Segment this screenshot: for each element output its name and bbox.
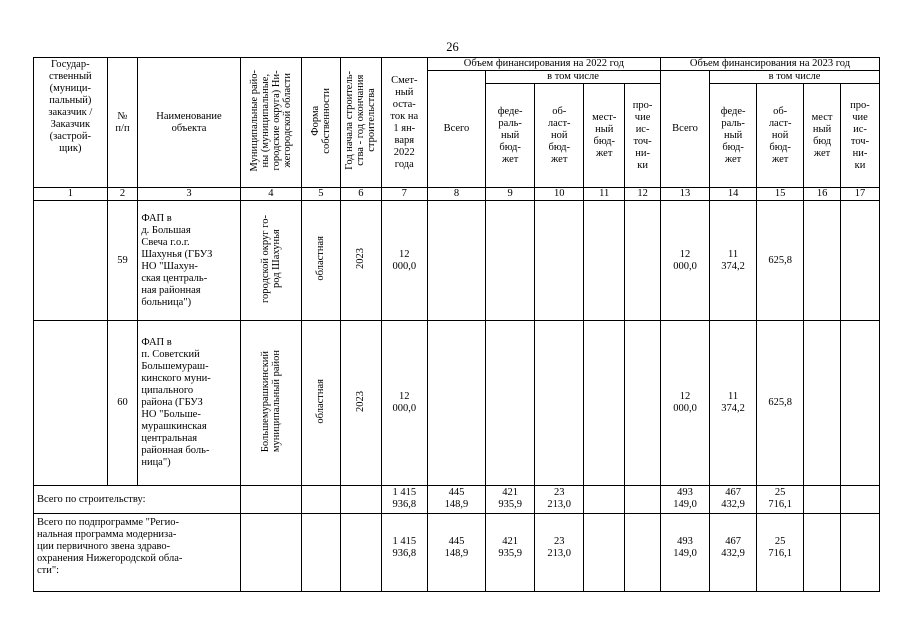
header-estimate: Смет- ный оста- ток на 1 ян- варя 2022 года — [381, 58, 427, 188]
other-2023-cell — [840, 321, 879, 486]
column-number: 13 — [660, 188, 709, 201]
total-label: Всего по строительству: — [34, 486, 241, 514]
regional-2023-cell: 625,8 — [757, 321, 804, 486]
column-number: 4 — [240, 188, 301, 201]
federal-2023-cell: 11 374,2 — [710, 201, 757, 321]
regional-2022-cell — [535, 321, 584, 486]
ownership-cell: областная — [302, 201, 341, 321]
total-row — [34, 514, 880, 592]
estimate-cell: 12 000,0 — [381, 321, 427, 486]
empty-cell — [302, 514, 341, 592]
header-object-name: Наименование объекта — [138, 58, 240, 188]
page-number: 26 — [446, 40, 459, 54]
empty-cell — [302, 486, 341, 514]
estimate-cell: 12 000,0 — [381, 201, 427, 321]
header-regional-2022: об- ласт- ной бюд- жет — [535, 84, 584, 188]
municipality-cell: городской округ го- род Шахунья — [240, 201, 301, 321]
total-2022-cell: 445 148,9 — [427, 486, 485, 514]
column-number: 16 — [804, 188, 841, 201]
years-cell: 2023 — [340, 321, 381, 486]
column-number: 5 — [302, 188, 341, 201]
total-2023-cell: 493 149,0 — [660, 514, 709, 592]
years-cell: 2023 — [340, 201, 381, 321]
ownership-cell: областная — [302, 321, 341, 486]
header-including-2022: в том числе — [486, 71, 661, 84]
total-2022-cell — [427, 321, 485, 486]
header-years: Год начала строитель- ства - год окончания строительства — [340, 58, 381, 188]
header-including-2023: в том числе — [710, 71, 880, 84]
row-number: 59 — [107, 201, 138, 321]
other-2023-cell — [840, 201, 879, 321]
regional-2022-cell: 23 213,0 — [535, 514, 584, 592]
total-2023-cell: 493 149,0 — [660, 486, 709, 514]
header-municipality: Муниципальные райо- ны (муниципальные, городские округа) Ни- жегородской области — [240, 58, 301, 188]
federal-2023-cell: 467 432,9 — [710, 514, 757, 592]
empty-cell — [340, 486, 381, 514]
subprogram-total-label: Всего по подпрограмме "Регио- нальная программа модерниза- ции первичного звена здраво- охранения Нижегородской обла- сти": — [34, 514, 241, 592]
row-number: 60 — [107, 321, 138, 486]
header-other-2023: про- чие ис- точ- ни- ки — [840, 84, 879, 188]
header-customer: Государ- ственный (муници- пальный) заказчик / Заказчик (застрой- щик) — [34, 58, 108, 188]
header-ownership: Форма собственности — [302, 58, 341, 188]
header-federal-2023: феде- раль- ный бюд- жет — [710, 84, 757, 188]
regional-2022-cell: 23 213,0 — [535, 486, 584, 514]
other-2022-cell — [625, 321, 661, 486]
object-name: ФАП в п. Советский Большемураш- кинского муни- ципального района (ГБУЗ НО "Больше- мурашкинская центральная районная боль- ница") — [138, 321, 240, 486]
column-number-row — [34, 188, 880, 201]
regional-2023-cell: 25 716,1 — [757, 486, 804, 514]
total-2022-cell: 445 148,9 — [427, 514, 485, 592]
column-number: 6 — [340, 188, 381, 201]
empty-cell — [240, 514, 301, 592]
federal-2022-cell — [486, 201, 535, 321]
local-2022-cell — [584, 486, 625, 514]
local-2023-cell — [804, 201, 841, 321]
total-row — [34, 486, 880, 514]
federal-2022-cell — [486, 321, 535, 486]
column-number: 11 — [584, 188, 625, 201]
header-number: № п/п — [107, 58, 138, 188]
table-row — [34, 201, 880, 321]
regional-2023-cell: 25 716,1 — [757, 514, 804, 592]
local-2022-cell — [584, 514, 625, 592]
federal-2022-cell: 421 935,9 — [486, 514, 535, 592]
column-number: 17 — [840, 188, 879, 201]
column-number: 12 — [625, 188, 661, 201]
regional-2022-cell — [535, 201, 584, 321]
header-total-2023: Всего — [660, 71, 709, 188]
header-federal-2022: феде- раль- ный бюд- жет — [486, 84, 535, 188]
local-2022-cell — [584, 321, 625, 486]
total-2023-cell: 12 000,0 — [660, 321, 709, 486]
total-2023-cell: 12 000,0 — [660, 201, 709, 321]
header-fin-2022: Объем финансирования на 2022 год — [427, 58, 660, 71]
header-total-2022: Всего — [427, 71, 485, 188]
object-name: ФАП в д. Большая Свеча г.о.г. Шахунья (ГБУЗ НО "Шахун- ская централь- ная районная больница") — [138, 201, 240, 321]
column-number: 15 — [757, 188, 804, 201]
federal-2023-cell: 11 374,2 — [710, 321, 757, 486]
header-regional-2023: об- ласт- ной бюд- жет — [757, 84, 804, 188]
column-number: 7 — [381, 188, 427, 201]
empty-cell — [240, 486, 301, 514]
municipality-cell: Большемурашкинский муниципальный район — [240, 321, 301, 486]
column-number: 3 — [138, 188, 240, 201]
local-2022-cell — [584, 201, 625, 321]
local-2023-cell — [804, 486, 841, 514]
customer-cell — [34, 321, 108, 486]
other-2022-cell — [625, 486, 661, 514]
local-2023-cell — [804, 514, 841, 592]
header-local-2023: мест ный бюд жет — [804, 84, 841, 188]
estimate-cell: 1 415 936,8 — [381, 486, 427, 514]
column-number: 2 — [107, 188, 138, 201]
table-row — [34, 321, 880, 486]
regional-2023-cell: 625,8 — [757, 201, 804, 321]
column-number: 8 — [427, 188, 485, 201]
local-2023-cell — [804, 321, 841, 486]
federal-2023-cell: 467 432,9 — [710, 486, 757, 514]
header-other-2022: про- чие ис- точ- ни- ки — [625, 84, 661, 188]
other-2022-cell — [625, 201, 661, 321]
total-2022-cell — [427, 201, 485, 321]
empty-cell — [340, 514, 381, 592]
other-2022-cell — [625, 514, 661, 592]
other-2023-cell — [840, 486, 879, 514]
customer-cell — [34, 201, 108, 321]
column-number: 1 — [34, 188, 108, 201]
header-local-2022: мест- ный бюд- жет — [584, 84, 625, 188]
header-fin-2023: Объем финансирования на 2023 год — [660, 58, 879, 71]
federal-2022-cell: 421 935,9 — [486, 486, 535, 514]
estimate-cell: 1 415 936,8 — [381, 514, 427, 592]
other-2023-cell — [840, 514, 879, 592]
financing-table — [33, 57, 880, 592]
column-number: 10 — [535, 188, 584, 201]
column-number: 9 — [486, 188, 535, 201]
column-number: 14 — [710, 188, 757, 201]
